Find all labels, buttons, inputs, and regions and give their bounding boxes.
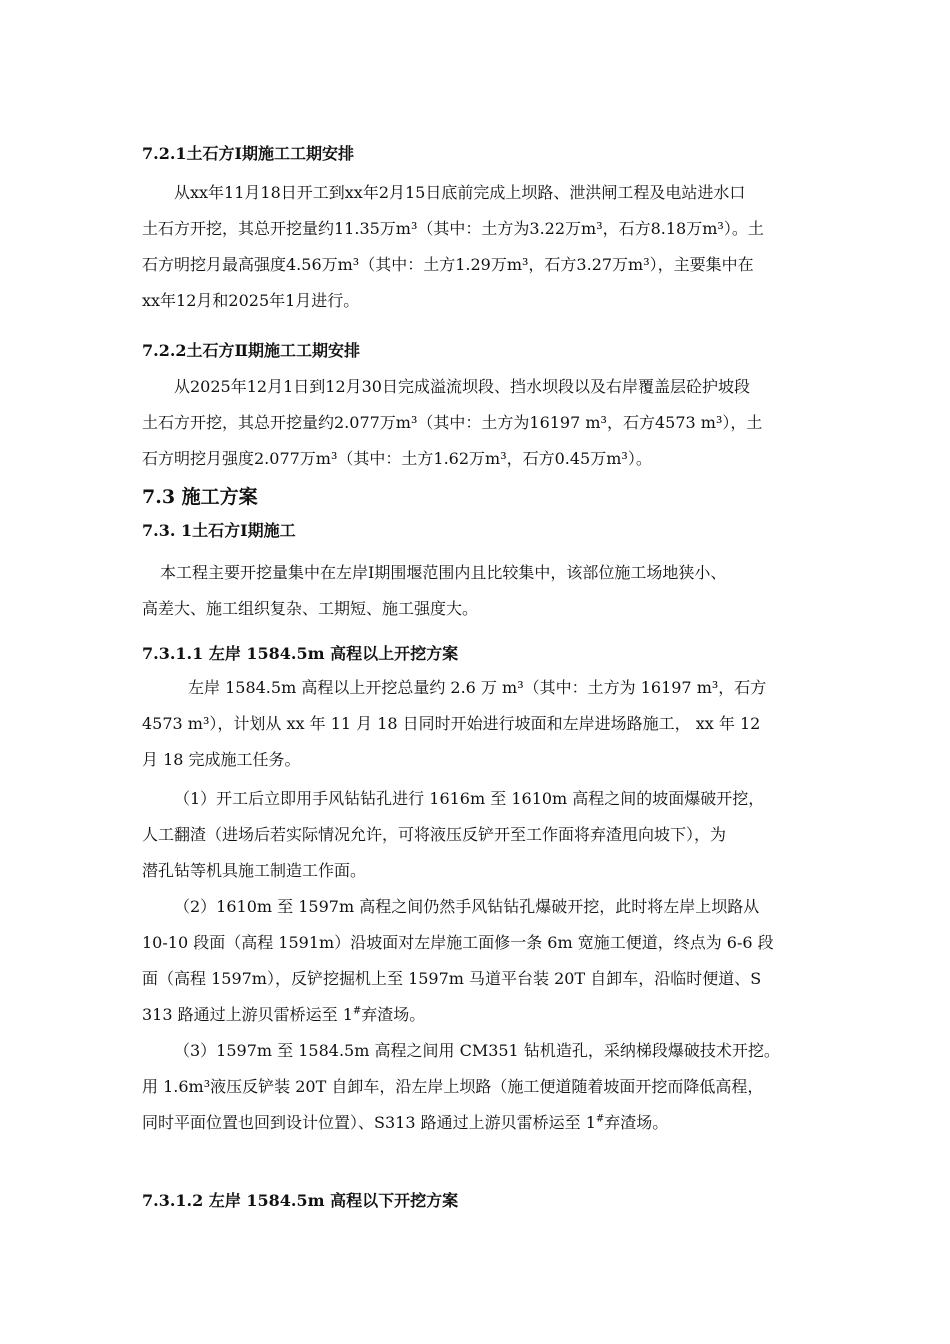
text-line: 石方明挖月最高强度4.56万m³（其中：土方1.29万m³，石方3.27万m³），主要集中在 xyxy=(142,255,754,274)
list-item-2 xyxy=(142,889,854,1033)
text-line: 左岸 1584.5m 高程以上开挖总量约 2.6 万 m³（其中：土方为 16197 m³，石方 xyxy=(188,678,767,697)
text-line: 本工程主要开挖量集中在左岸Ⅰ期围堰范围内且比较集中，该部位施工场地狭小、 xyxy=(160,563,727,582)
text-line: 313 路通过上游贝雷桥运至 1#弃渣场。 xyxy=(142,1005,426,1024)
section-heading-7-3-1-2: 7.3.1.2 左岸 1584.5m 高程以下开挖方案 xyxy=(142,1191,459,1210)
text-line: 同时平面位置也回到设计位置）、S313 路通过上游贝雷桥运至 1#弃渣场。 xyxy=(142,1113,669,1132)
text-line: 面（高程 1597m），反铲挖掘机上至 1597m 马道平台装 20T 自卸车，沿临时便道、S xyxy=(142,969,762,988)
text-line: 月 18 完成施工任务。 xyxy=(142,750,301,769)
list-item-1 xyxy=(142,781,854,889)
text-line: xx年12月和2025年1月进行。 xyxy=(142,291,360,310)
text-line: （2）1610m 至 1597m 高程之间仍然手风钻钻孔爆破开挖，此时将左岸上坝路从 xyxy=(174,897,760,916)
text-line: 4573 m³），计划从 xx 年 11 月 18 日同时开始进行坡面和左岸进场路施工， xx 年 12 xyxy=(142,714,761,733)
text-line: 高差大、施工组织复杂、工期短、施工强度大。 xyxy=(142,599,479,618)
text-line: 从xx年11月18日开工到xx年2月15日底前完成上坝路、泄洪闸工程及电站进水口 xyxy=(174,183,746,202)
section-heading-7-3-1-1: 7.3.1.1 左岸 1584.5m 高程以上开挖方案 xyxy=(142,644,459,663)
text-line: 土石方开挖，其总开挖量约11.35万m³（其中：土方为3.22万m³，石方8.18万m³）。土 xyxy=(142,219,764,238)
section-heading-7-2-2: 7.2.2土石方Ⅱ期施工工期安排 xyxy=(142,341,361,360)
text-line: 潜孔钻等机具施工制造工作面。 xyxy=(142,861,367,880)
section-heading-7-3-1: 7.3. 1土石方Ⅰ期施工 xyxy=(142,521,296,540)
text-line: （1）开工后立即用手风钻钻孔进行 1616m 至 1610m 高程之间的坡面爆破开挖， xyxy=(174,789,765,808)
text-line: 从2025年12月1日到12月30日完成溢流坝段、挡水坝段以及右岸覆盖层砼护坡段 xyxy=(174,377,750,396)
text-line: （3）1597m 至 1584.5m 高程之间用 CM351 钻机造孔，采纳梯段爆破技术开挖。 xyxy=(174,1041,780,1060)
text-line: 石方明挖月强度2.077万m³（其中：土方1.62万m³，石方0.45万m³）。 xyxy=(142,449,652,468)
section-heading-7-2-1: 7.2.1土石方Ⅰ期施工工期安排 xyxy=(142,144,355,163)
paragraph-7-2-2 xyxy=(142,369,854,477)
text-line: 10-10 段面（高程 1591m）沿坡面对左岸施工面修一条 6m 宽施工便道，终点为 6-6 段 xyxy=(142,933,774,952)
text-line: 人工翻渣（进场后若实际情况允许，可将液压反铲开至工作面将弃渣甩向坡下），为 xyxy=(142,825,727,844)
paragraph-7-3-1-1-intro xyxy=(142,670,854,778)
paragraph-7-2-1 xyxy=(142,175,854,319)
paragraph-7-3-1 xyxy=(142,555,854,627)
list-item-3 xyxy=(142,1033,854,1141)
text-line: 用 1.6m³液压反铲装 20T 自卸车，沿左岸上坝路（施工便道随着坡面开挖而降低高程， xyxy=(142,1077,764,1096)
text-line: 土石方开挖，其总开挖量约2.077万m³（其中：土方为16197 m³，石方4573 m³），土 xyxy=(142,413,763,432)
section-heading-7-3: 7.3 施工方案 xyxy=(142,486,258,508)
